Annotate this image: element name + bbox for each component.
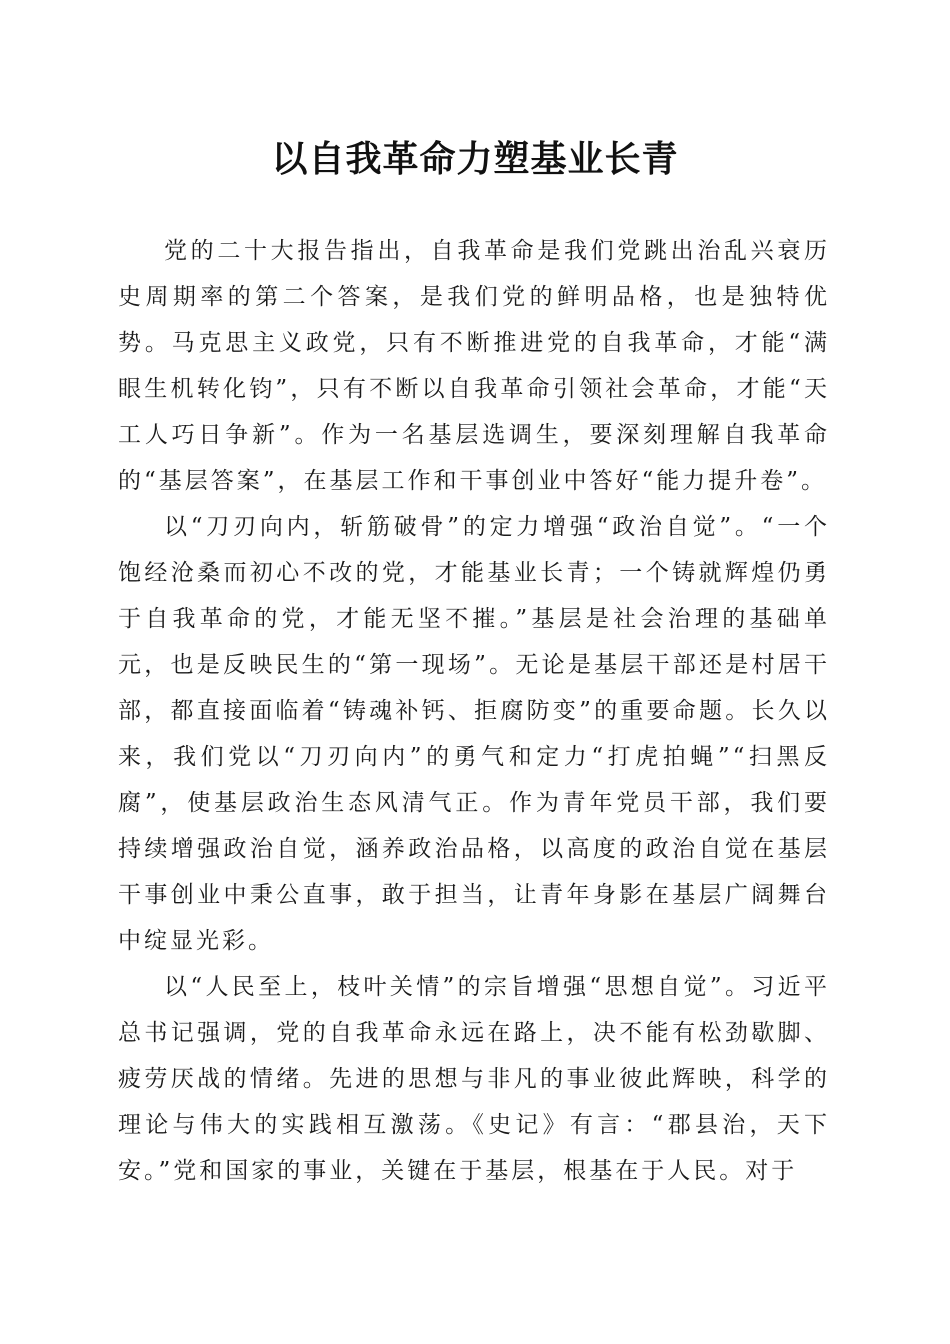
paragraph-2: 以“刀刃向内，斩筋破骨”的定力增强“政治自觉”。“一个饱经沧桑而初心不改的党，才能基业长青；一个铸就辉煌仍勇于自我革命的党，才能无坚不摧。”基层是社会治理的基础单元，也是反映民生的“第一现场”。无论是基层干部还是村居干部，都直接面临着“铸魂补钙、拒腐防变”的重要命题。长久以来，我们党以“刀刃向内”的勇气和定力“打虎拍蝇”“扫黑反腐”，使基层政治生态风清气正。作为青年党员干部，我们要持续增强政治自觉，涵养政治品格，以高度的政治自觉在基层干事创业中秉公直事，敢于担当，让青年身影在基层广阔舞台中绽显光彩。 <box>118 514 830 954</box>
document-title: 以自我革命力塑基业长青 <box>271 139 679 180</box>
document-body <box>118 228 830 1194</box>
paragraph-1: 党的二十大报告指出，自我革命是我们党跳出治乱兴衰历史周期率的第二个答案，是我们党的鲜明品格，也是独特优势。马克思主义政党，只有不断推进党的自我革命，才能“满眼生机转化钧”，只有不断以自我革命引领社会革命，才能“天工人巧日争新”。作为一名基层选调生，要深刻理解自我革命的“基层答案”，在基层工作和干事创业中答好“能力提升卷”。 <box>118 238 830 494</box>
paragraph-3: 以“人民至上，枝叶关情”的宗旨增强“思想自觉”。习近平总书记强调，党的自我革命永远在路上，决不能有松劲歇脚、疲劳厌战的情绪。先进的思想与非凡的事业彼此辉映，科学的理论与伟大的实践相互激荡。《史记》有言：“郡县治，天下安。”党和国家的事业，关键在于基层，根基在于人民。对于 <box>118 974 830 1184</box>
